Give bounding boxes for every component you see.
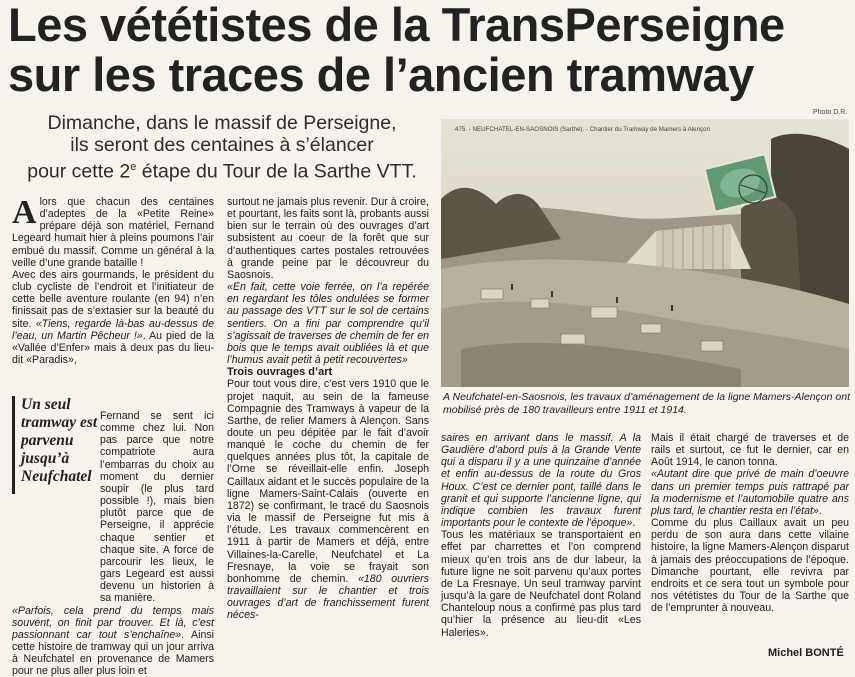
article-column-1 [12, 196, 214, 366]
col1-paragraph-1-text: lors que chacun des centaines d’adeptes de la «Petite Reine» prépare déjà son matériel, Fernand Legeard humait hier à pleins poumons l’air embué du massif. Comme un général à la veille d’une grande bataille ! [12, 196, 214, 269]
subhead-line-3-start: pour cette 2 [27, 161, 130, 183]
col1-paragraph-1 [12, 196, 214, 269]
col2-quote [227, 281, 429, 366]
pull-quote: Un seul tramway est parvenu jusqu’à Neufchatel [12, 396, 103, 494]
postcard-photo [441, 119, 849, 387]
postcard-printed-caption: 475. - NEUFCHATEL-EN-SAOSNOIS (Sarthe). - Chantier du Tramway de Mamers à Alençon [455, 126, 711, 133]
col1-paragraph-4 [12, 605, 214, 677]
col1-paragraph-2-text: Avec des airs gourmands, le président du club cycliste de l’endroit et l’initiateur de cette belle aventure roulante (en 94) n’en finissait pas de s’extasier sur la beauté du site. [12, 269, 214, 330]
col3-period: . [632, 517, 635, 529]
article-column-3 [441, 432, 641, 639]
col3-paragraph-2: Tous les matériaux se transportaient en effet par charrettes et l’on comprend mieux qu’en trois ans de dur labeur, la future ligne ne soit parvenu qu’aux portes de La Fresnaye. Un seul tramway parvint jusqu’à la gare de Neufchatel dont Roland Chanteloup nous a confirmé pas plus tard qu’hier la présence au lieu-dit «Les Haleries». [441, 529, 641, 638]
col4-quote: «Autant dire que privé de main d’oeuvre dans un premier temps puis rattrapé par la modernisme et l’automobile quatre ans plus tard, le chantier resta en l’état» [651, 468, 849, 516]
author-signature: Michel BONTÉ [768, 647, 844, 659]
article-column-2 [227, 196, 429, 621]
col1-paragraph-3: Fernand se sent ici comme chez lui. Non pas parce que notre compatriote aura l’embarras du choix au moment du dernier soupir (le plus tard possible !), mais bien plutôt parce que de Perseigne, il apprécie chaque sentier et chaque site. A force de parcourir les lieux, le gars Legeard est aussi devenu un historien à sa manière. [12, 410, 214, 605]
subheadline [12, 112, 432, 183]
col3-paragraph-1 [441, 432, 641, 529]
col2-quote-text: «En fait, cette voie ferrée, on l’a repérée en regardant les tôles ondulées se former au passage des VTT sur le sol de certains sentiers. On a fini par comprendre qu’il s’agissait de traverses de chemin de fer en bois que le temps avait oubliées là et que l’humus avait petit à petit recouvertes» [227, 281, 429, 366]
article-column-4 [651, 432, 849, 614]
subhead-superscript: e [130, 161, 136, 173]
headline [8, 0, 853, 100]
col1-quote-2: «Parfois, cela prend du temps mais souvent, on finit par trouver. Et là, c’est passionnant car tout s’enchaîne» [12, 605, 214, 641]
col2-paragraph-3-text: Pour tout vous dire, c’est vers 1910 que le projet naquit, au sein de la fameuse Compagnie des Tramways à vapeur de la Sarthe, de relier Mamers à Alençon. Sans doute un peu dépitée par le fait d’avoir manqué le coche du chemin de fer quelques années plus tôt, la capitale de l’Orne se réveillait-elle enfin. Joseph Caillaux aidant et le succès populaire de la ligne Mamers-Saint-Calais (ouverte en 1872) se confirmant, le tracé du Saosnois via le massif de Perseigne fut mis à l’étude. Les travaux commencèrent en 1911 à partir de Mamers et déjà, entre Villaines-la-Carelle, Neufchatel et La Fresnaye, la voie se frayait son bonhomme de chemin. [227, 378, 429, 585]
col4-paragraph-1: Mais il était chargé de traverses et de rails et surtout, ce fut le dernier, car en Août 1914, le canon tonna. [651, 432, 849, 468]
section-heading: Trois ouvrages d’art [227, 366, 429, 378]
photo-credit: Photo D.R. [813, 109, 847, 116]
col2-paragraph-1: surtout ne jamais plus revenir. Dur à croire, et pourtant, les faits sont là, probants aussi bien sur le terrain où des ouvrages d’art subsistent au coeur de la forêt que sur d’authentiques cartes postales retrouvées à grande peine par le découvreur du Saosnois. [227, 196, 429, 281]
headline-line-2: sur les traces de l’ancien tramway [8, 50, 853, 100]
col3-quote: saires en arrivant dans le massif. A la Gaudière d’abord puis à la Grande Vente qui a disparu il y a une quinzaine d’année et enfin au-dessus de la route du Gros Houx. C’est ce dernier pont, taillé dans le granit et qui supporte l’ancienne ligne, qui indique combien les travaux furent importants pour le contexte de l’époque» [441, 432, 641, 529]
postcard-image [441, 119, 849, 387]
subhead-line-3-end: étape du Tour de la Sarthe VTT. [136, 161, 416, 183]
dropcap-letter: A [12, 198, 37, 228]
headline-line-1: Les vététistes de la TransPerseigne [8, 0, 853, 50]
col1-quote-1: «Tiens, regarde là-bas au-dessus de l’eau, un Martin Pêcheur !» [12, 318, 214, 342]
col1-paragraph-2-end: . Au pied de la «Vallée d’Enfer» mais à deux pas du lieu-dit «Paradis», [12, 330, 214, 366]
col1-paragraph-2 [12, 269, 214, 366]
col4-paragraph-2 [651, 468, 849, 517]
col1-paragraph-4-text: . Ainsi cette histoire de tramway qui un jour arriva à Neufchatel en provenance de Mamers pour ne plus aller plus loin et [12, 629, 214, 677]
col4-paragraph-3: Comme du plus Caillaux avait un peu perdu de son aura dans cette vilaine histoire, la ligne Mamers-Alençon disparut à jamais des préoccupations de l’époque. Dimanche pourtant, elle revivra par endroits et ce sera tout un symbole pour nos vététistes du Tour de la Sarthe que de l’emprunter à nouveau. [651, 517, 849, 614]
subhead-line-3 [12, 156, 432, 183]
col4-period: . [819, 505, 822, 517]
col2-paragraph-3 [227, 378, 429, 621]
subhead-line-1: Dimanche, dans le massif de Perseigne, [12, 112, 432, 134]
col2-quote-2: «180 ouvriers travaillaient sur le chantier et trois ouvrages d’art de franchissement furent néces- [227, 573, 429, 621]
subhead-line-2: ils seront des centaines à s’élancer [12, 134, 432, 156]
photo-caption: A Neufchatel-en-Saosnois, les travaux d’aménagement de la ligne Mamers-Alençon ont mobilisé près de 180 travailleurs entre 1911 et 1914. [443, 391, 851, 416]
